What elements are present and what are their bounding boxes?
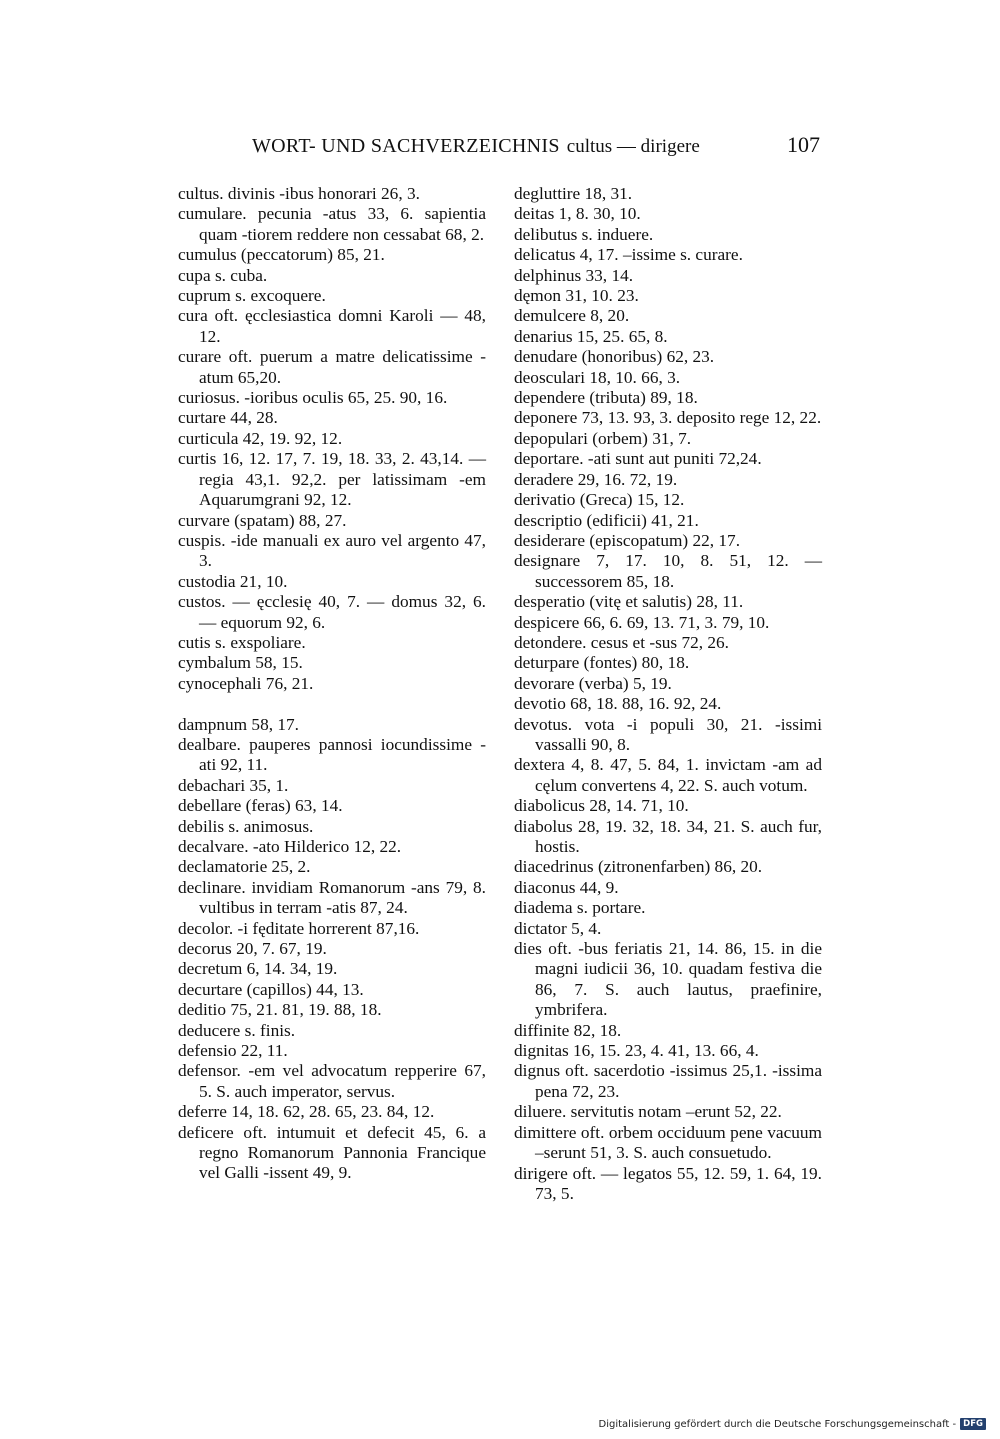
index-entry: decurtare (capillos) 44, 13. (178, 979, 364, 999)
index-entry: curiosus. -ioribus oculis 65, 25. 90, 16. (178, 388, 448, 408)
index-entry: diffinite 82, 18. (514, 1020, 622, 1040)
index-entry: cuprum s. excoquere. (178, 286, 326, 306)
index-entry: dignus oft. sacerdotio -issimus 25,1. -issima pena 72, 23. (514, 1061, 822, 1101)
index-entry: diaconus 44, 9. (514, 877, 619, 897)
index-entry: declinare. invidiam Romanorum -ans 79, 8. vultibus in terram -atis 87, 24. (178, 877, 486, 918)
index-entry: custodia 21, 10. (178, 571, 288, 591)
index-entry: descriptio (edificii) 41, 21. (514, 510, 699, 530)
index-entry: derivatio (Greca) 15, 12. (514, 490, 685, 510)
index-entry: devorare (verba) 5, 19. (514, 673, 672, 693)
index-entry: desiderare (episcopatum) 22, 17. (514, 530, 741, 550)
index-entry: defensio 22, 11. (178, 1041, 288, 1061)
index-entry: cupa s. cuba. (178, 265, 268, 285)
footer (599, 1418, 986, 1430)
index-entry: debilis s. animosus. (178, 816, 314, 836)
index-entry: delicatus 4, 17. –issime s. curare. (514, 245, 743, 265)
index-entry: cynocephali 76, 21. (178, 673, 314, 693)
index-entry: diluere. servitutis notam –erunt 52, 22. (514, 1102, 782, 1122)
index-entry: demulcere 8, 20. (514, 306, 630, 326)
index-entry: cultus. divinis -ibus honorari 26, 3. (178, 184, 420, 203)
index-entry: dictator 5, 4. (514, 918, 602, 938)
index-entry: diacedrinus (zitronenfarben) 86, 20. (514, 857, 763, 877)
page-number: 107 (787, 132, 820, 157)
index-entry: custos. — ęcclesię 40, 7. — domus 32, 6. — equorum 92, 6. (178, 592, 486, 632)
index-entry: deportare. -ati sunt aut puniti 72,24. (514, 449, 762, 469)
index-entry: deosculari 18, 10. 66, 3. (514, 367, 681, 387)
index-entry: denudare (honoribus) 62, 23. (514, 347, 715, 367)
index-entry: despicere 66, 6. 69, 13. 71, 3. 79, 10. (514, 612, 770, 632)
index-entry: decorus 20, 7. 67, 19. (178, 939, 327, 959)
index-entry: cuspis. -ide manuali ex auro vel argento 47, 3. (178, 530, 486, 571)
index-entry: curtis 16, 12. 17, 7. 19, 18. 33, 2. 43,14. — regia 43,1. 92,2. per latissimam -em Aquarumgrani 92, 12. (178, 449, 486, 510)
index-entry: dies oft. -bus feriatis 21, 14. 86, 15. in die magni iudicii 36, 10. quadam festiva die 86, 7. S. auch lautus, praefinire, ymbrifera. (514, 939, 822, 1020)
left-column (178, 184, 486, 1184)
index-entry: desperatio (vitę et salutis) 28, 11. (514, 592, 744, 612)
index-entry: designare 7, 17. 10, 8. 51, 12. — successorem 85, 18. (514, 551, 822, 591)
index-entry: cutis s. exspoliare. (178, 632, 306, 652)
index-entry: declamatorie 25, 2. (178, 857, 311, 877)
index-entry: dependere (tributa) 89, 18. (514, 388, 698, 408)
index-entry: detondere. cesus et -sus 72, 26. (514, 632, 730, 652)
index-entry: diabolus 28, 19. 32, 18. 34, 21. S. auch fur, hostis. (514, 816, 822, 856)
index-entry: deradere 29, 16. 72, 19. (514, 469, 678, 489)
index-entry: cymbalum 58, 15. (178, 653, 303, 673)
running-header (252, 132, 820, 158)
index-entry: deferre 14, 18. 62, 28. 65, 23. 84, 12. (178, 1102, 435, 1122)
index-entry: curticula 42, 19. 92, 12. (178, 428, 343, 448)
index-entry: dirigere oft. — legatos 55, 12. 59, 1. 64, 19. 73, 5. (514, 1163, 822, 1203)
index-entry: debachari 35, 1. (178, 775, 289, 795)
index-entry: degluttire 18, 31. (514, 184, 633, 203)
index-entry: diadema s. portare. (514, 898, 646, 918)
index-entry: debellare (feras) 63, 14. (178, 796, 343, 816)
index-entry: dampnum 58, 17. (178, 714, 299, 734)
index-entry: dimittere oft. orbem occiduum pene vacuum –serunt 51, 3. S. auch consuetudo. (514, 1122, 822, 1163)
header-title: WORT- UND SACHVERZEICHNIS (252, 135, 560, 157)
index-entry: deditio 75, 21. 81, 19. 88, 18. (178, 1000, 382, 1020)
index-entry: curare oft. puerum a matre delicatissime -atum 65,20. (178, 347, 486, 387)
index-entry: defensor. -em vel advocatum repperire 67, 5. S. auch imperator, servus. (178, 1061, 486, 1101)
index-entry: denarius 15, 25. 65, 8. (514, 326, 668, 346)
index-entry: depopulari (orbem) 31, 7. (514, 428, 692, 448)
index-entry: deficere oft. intumuit et defecit 45, 6. a regno Romanorum Pannonia Francique vel Galli -issent 49, 9. (178, 1122, 486, 1183)
dfg-logo: DFG (960, 1418, 986, 1430)
right-column (514, 184, 822, 1204)
index-entry: curtare 44, 28. (178, 408, 278, 428)
footer-text: Digitalisierung gefördert durch die Deutsche Forschungsgemeinschaft - (598, 1418, 957, 1430)
index-entry: cumulare. pecunia -atus 33, 6. sapientia quam -tiorem reddere non cessabat 68, 2. (178, 204, 486, 244)
index-entry: dęmon 31, 10. 23. (514, 286, 639, 306)
index-entry: deducere s. finis. (178, 1020, 296, 1040)
index-entry: diabolicus 28, 14. 71, 10. (514, 796, 689, 816)
index-entry: devotio 68, 18. 88, 16. 92, 24. (514, 694, 722, 714)
header-range: cultus — dirigere (566, 136, 700, 157)
index-entry: cura oft. ęcclesiastica domni Karoli — 48, 12. (178, 306, 486, 346)
index-entry: dextera 4, 8. 47, 5. 84, 1. invictam -am ad cęlum convertens 4, 22. S. auch votum. (514, 755, 822, 795)
index-entry: decretum 6, 14. 34, 19. (178, 959, 338, 979)
index-entry: dignitas 16, 15. 23, 4. 41, 13. 66, 4. (514, 1041, 759, 1061)
index-entry: deitas 1, 8. 30, 10. (514, 204, 641, 224)
index-entry: dealbare. pauperes pannosi iocundissime -ati 92, 11. (178, 734, 486, 775)
index-entry: decalvare. -ato Hilderico 12, 22. (178, 836, 402, 856)
index-entry: decolor. -i fęditate horrerent 87,16. (178, 918, 420, 938)
index-entry: devotus. vota -i populi 30, 21. -issimi vassalli 90, 8. (514, 714, 822, 754)
index-entry: deturpare (fontes) 80, 18. (514, 653, 690, 673)
index-entry: delphinus 33, 14. (514, 265, 634, 285)
index-entry: curvare (spatam) 88, 27. (178, 510, 347, 530)
index-entry: cumulus (peccatorum) 85, 21. (178, 245, 385, 265)
index-entry: deponere 73, 13. 93, 3. deposito rege 12, 22. (514, 408, 822, 428)
index-entry: delibutus s. induere. (514, 224, 654, 244)
